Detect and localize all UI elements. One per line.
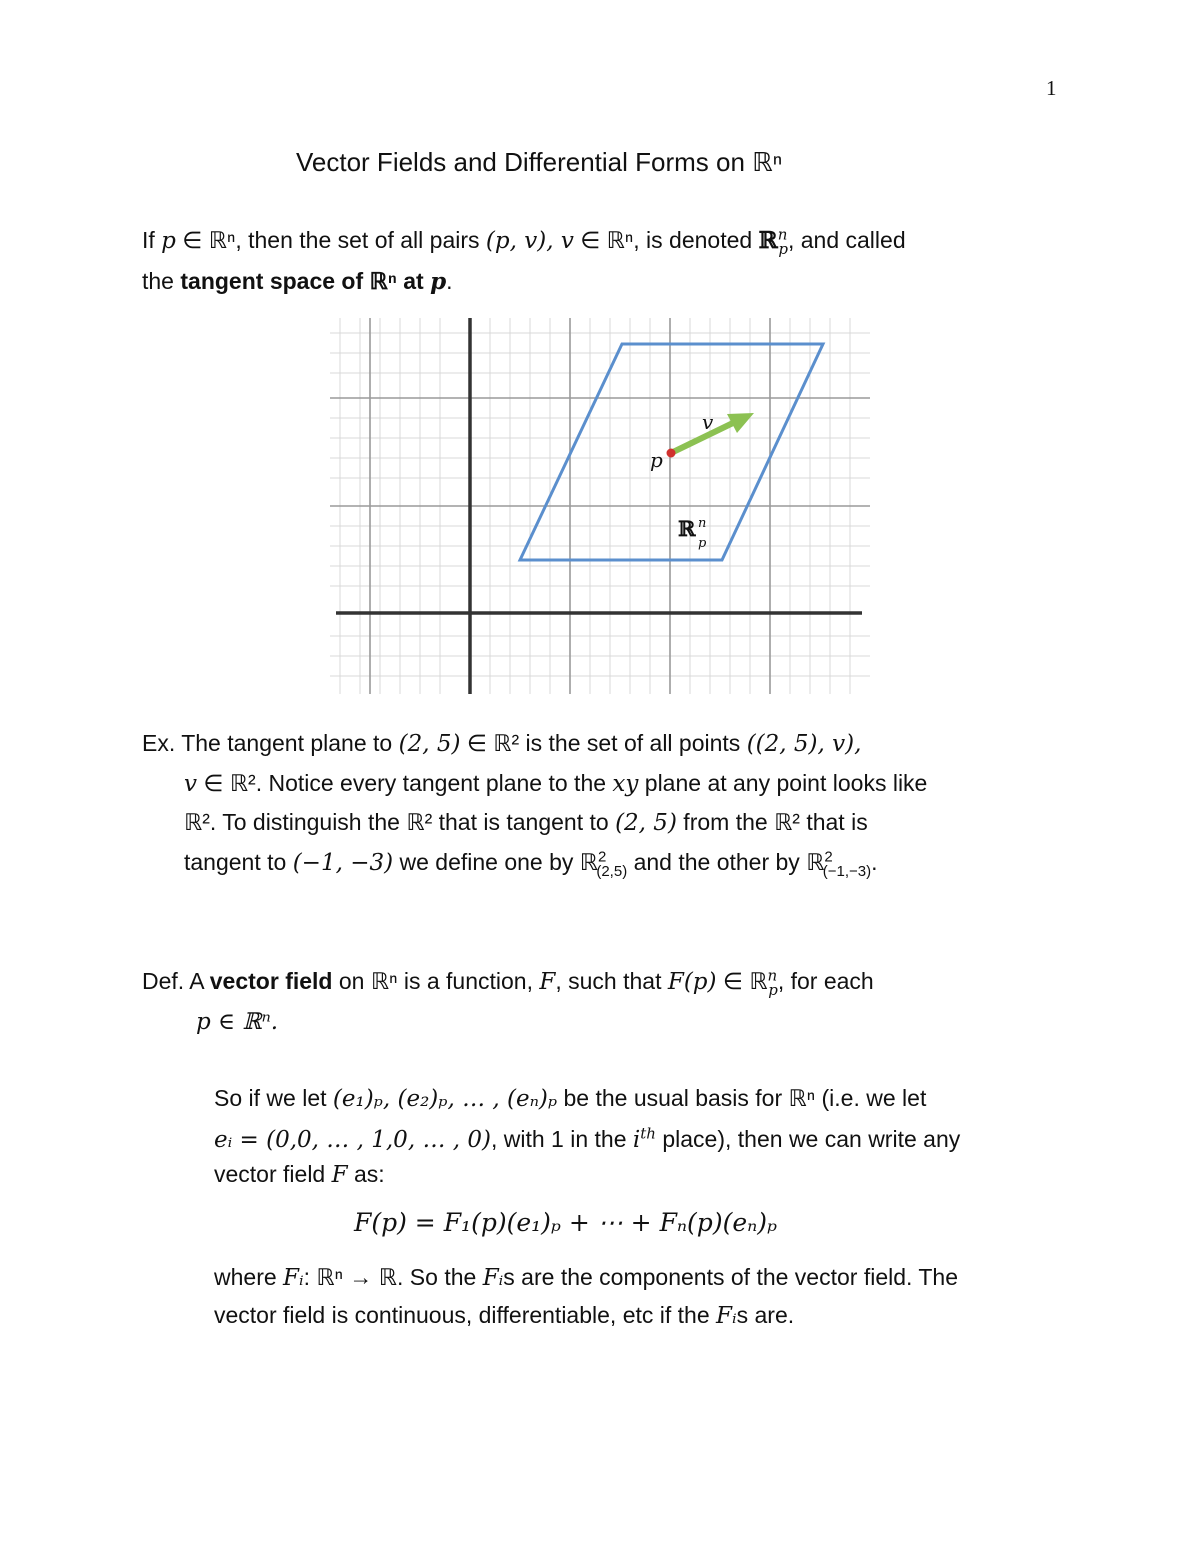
example-line-4: tangent to (−1, −3) we define one by ℝ$^2_{(2,5)}$ and the other by ℝ$^2_{(-1,-3)}$. <box>184 848 878 880</box>
definition-line-2: p ∈ ℝⁿ. <box>196 1009 279 1035</box>
example-line-3: ℝ². To distinguish the ℝ² that is tangent to (2, 5) from the ℝ² that is <box>184 809 868 836</box>
example-line-1: Ex. The tangent plane to (2, 5) ∈ ℝ² is the set of all points ((2, 5), v), <box>142 730 862 757</box>
basis-line-1: So if we let (e₁)ₚ, (e₂)ₚ, … , (eₙ)ₚ be the usual basis for ℝⁿ (i.e. we let <box>214 1085 927 1112</box>
label-R: ℝ <box>678 516 696 541</box>
basis-line-3: vector field F as: <box>214 1161 385 1188</box>
label-R-sup: n <box>698 516 707 531</box>
example-line-2: v ∈ ℝ². Notice every tangent plane to the xy plane at any point looks like <box>184 770 928 797</box>
components-line-1: where Fᵢ: ℝⁿ → ℝ. So the Fᵢs are the components of the vector field. The <box>214 1264 959 1291</box>
label-v: v <box>702 410 714 434</box>
label-R-sub: p <box>698 536 707 551</box>
components-line-2: vector field is continuous, differentiable, etc if the Fᵢs are. <box>214 1302 795 1329</box>
intro-line-1: If p ∈ ℝⁿ, then the set of all pairs (p, v), v ∈ ℝⁿ, is denoted ℝ$^n_p$, and called <box>142 225 906 258</box>
vector-field-equation: F(p) = F₁(p)(e₁)ₚ + ⋯ + Fₙ(p)(eₙ)ₚ <box>354 1208 777 1237</box>
page-title: Vector Fields and Differential Forms on ℝⁿ <box>296 147 783 177</box>
tangent-space-figure <box>330 318 870 694</box>
page-number: 1 <box>1046 76 1057 100</box>
label-p: p <box>650 448 663 472</box>
major-grid <box>330 318 870 694</box>
intro-line-2: the tangent space of ℝⁿ at p. <box>142 268 453 295</box>
basis-line-2: eᵢ = (0,0, … , 1,0, … , 0), with 1 in the $i^{th}$ place), then we can write any <box>214 1124 961 1153</box>
point-p <box>667 449 676 458</box>
definition-line-1: Def. A vector field on ℝⁿ is a function, F, such that F(p) ∈ ℝ$^n_p$, for each <box>142 966 874 999</box>
